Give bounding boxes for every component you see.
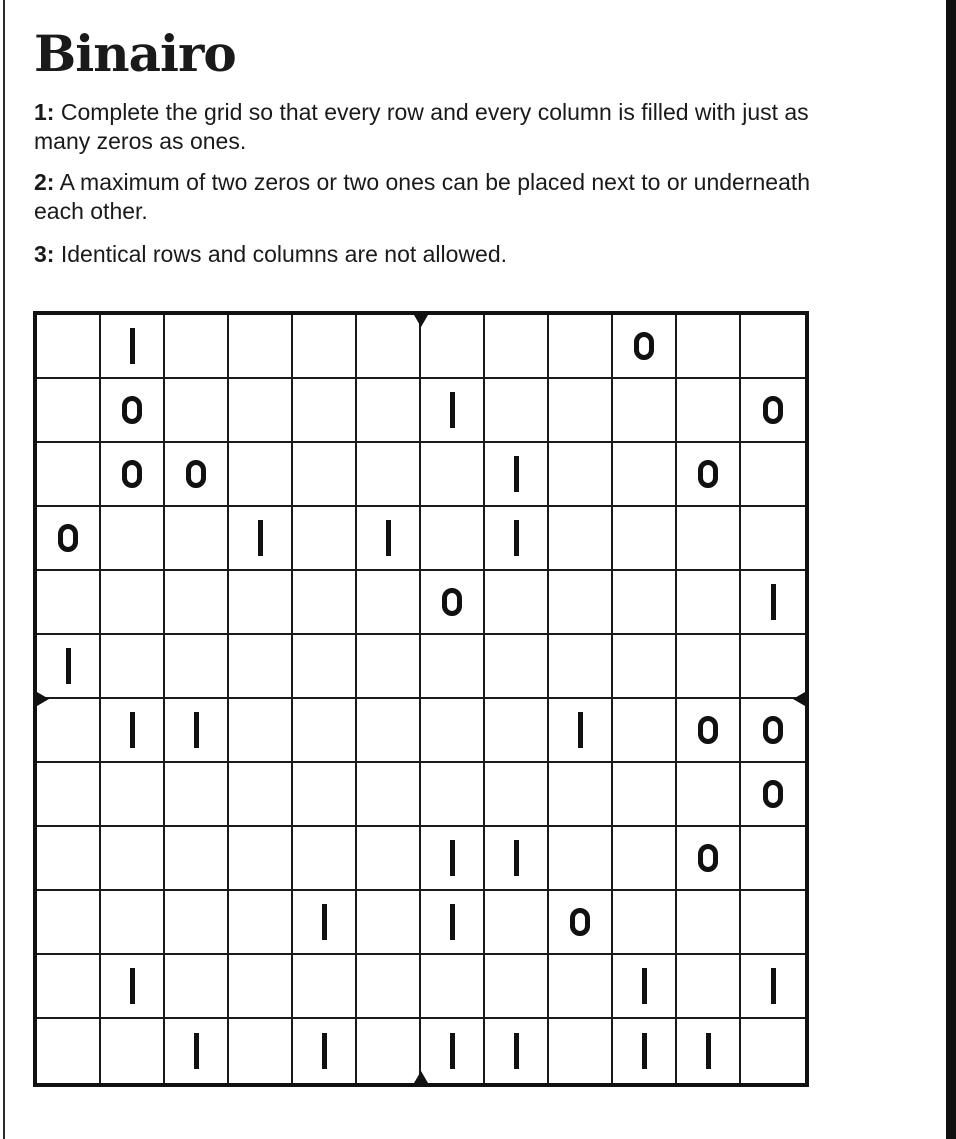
given-one-cell	[421, 827, 485, 891]
center-marker-top-icon	[414, 315, 428, 327]
given-one-cell	[421, 379, 485, 443]
empty-cell[interactable]	[741, 891, 805, 955]
given-one-cell	[37, 635, 101, 699]
empty-cell[interactable]	[357, 635, 421, 699]
empty-cell[interactable]	[613, 699, 677, 763]
empty-cell[interactable]	[549, 315, 613, 379]
empty-cell[interactable]	[229, 571, 293, 635]
empty-cell[interactable]	[229, 379, 293, 443]
given-zero-cell	[741, 379, 805, 443]
empty-cell[interactable]	[677, 763, 741, 827]
empty-cell[interactable]	[357, 571, 421, 635]
given-one-cell	[165, 1019, 229, 1083]
empty-cell[interactable]	[741, 507, 805, 571]
empty-cell[interactable]	[421, 315, 485, 379]
rule-2	[34, 168, 814, 226]
empty-cell[interactable]	[101, 635, 165, 699]
empty-cell[interactable]	[165, 315, 229, 379]
binairo-grid	[33, 311, 809, 1087]
given-one-cell	[485, 827, 549, 891]
empty-cell[interactable]	[421, 635, 485, 699]
empty-cell[interactable]	[613, 763, 677, 827]
empty-cell[interactable]	[549, 571, 613, 635]
given-one-cell	[741, 571, 805, 635]
given-one-cell	[165, 699, 229, 763]
empty-cell[interactable]	[229, 315, 293, 379]
rule-1	[34, 98, 814, 156]
given-zero-cell	[549, 891, 613, 955]
empty-cell[interactable]	[421, 699, 485, 763]
empty-cell[interactable]	[421, 507, 485, 571]
empty-cell[interactable]	[165, 571, 229, 635]
empty-cell[interactable]	[677, 955, 741, 1019]
empty-cell[interactable]	[677, 891, 741, 955]
empty-cell[interactable]	[229, 955, 293, 1019]
given-one-cell	[613, 1019, 677, 1083]
empty-cell[interactable]	[741, 827, 805, 891]
rule-3-text: Identical rows and columns are not allowed.	[54, 241, 508, 267]
empty-cell[interactable]	[421, 763, 485, 827]
given-one-cell	[101, 955, 165, 1019]
empty-cell[interactable]	[37, 699, 101, 763]
empty-cell[interactable]	[229, 891, 293, 955]
empty-cell[interactable]	[549, 1019, 613, 1083]
empty-cell[interactable]	[677, 315, 741, 379]
empty-cell[interactable]	[101, 507, 165, 571]
empty-cell[interactable]	[485, 635, 549, 699]
empty-cell[interactable]	[229, 1019, 293, 1083]
given-zero-cell	[741, 699, 805, 763]
given-one-cell	[485, 443, 549, 507]
empty-cell[interactable]	[293, 635, 357, 699]
empty-cell[interactable]	[613, 891, 677, 955]
rule-3	[34, 240, 814, 269]
empty-cell[interactable]	[549, 443, 613, 507]
empty-cell[interactable]	[101, 571, 165, 635]
given-one-cell	[421, 891, 485, 955]
empty-cell[interactable]	[485, 315, 549, 379]
empty-cell[interactable]	[357, 827, 421, 891]
empty-cell[interactable]	[229, 635, 293, 699]
empty-cell[interactable]	[37, 763, 101, 827]
empty-cell[interactable]	[421, 955, 485, 1019]
given-one-cell	[293, 891, 357, 955]
empty-cell[interactable]	[101, 891, 165, 955]
given-one-cell	[421, 1019, 485, 1083]
empty-cell[interactable]	[613, 379, 677, 443]
empty-cell[interactable]	[165, 635, 229, 699]
empty-cell[interactable]	[37, 315, 101, 379]
empty-cell[interactable]	[165, 891, 229, 955]
rule-1-number: 1:	[34, 99, 55, 125]
left-border-line	[3, 0, 5, 1139]
empty-cell[interactable]	[741, 635, 805, 699]
empty-cell[interactable]	[37, 955, 101, 1019]
empty-cell[interactable]	[229, 443, 293, 507]
center-marker-left-icon	[37, 692, 49, 706]
given-zero-cell	[37, 507, 101, 571]
given-one-cell	[549, 699, 613, 763]
given-zero-cell	[101, 443, 165, 507]
given-one-cell	[741, 955, 805, 1019]
empty-cell[interactable]	[357, 443, 421, 507]
empty-cell[interactable]	[101, 763, 165, 827]
empty-cell[interactable]	[37, 891, 101, 955]
empty-cell[interactable]	[101, 1019, 165, 1083]
given-zero-cell	[165, 443, 229, 507]
empty-cell[interactable]	[677, 635, 741, 699]
given-one-cell	[613, 955, 677, 1019]
empty-cell[interactable]	[549, 507, 613, 571]
empty-cell[interactable]	[357, 1019, 421, 1083]
empty-cell[interactable]	[293, 699, 357, 763]
empty-cell[interactable]	[357, 379, 421, 443]
rule-1-text: Complete the grid so that every row and every column is filled with just as many zeros as ones.	[34, 99, 809, 154]
empty-cell[interactable]	[229, 763, 293, 827]
empty-cell[interactable]	[101, 827, 165, 891]
given-one-cell	[485, 507, 549, 571]
empty-cell[interactable]	[229, 699, 293, 763]
empty-cell[interactable]	[37, 379, 101, 443]
empty-cell[interactable]	[293, 507, 357, 571]
empty-cell[interactable]	[613, 443, 677, 507]
given-one-cell	[485, 1019, 549, 1083]
empty-cell[interactable]	[485, 699, 549, 763]
right-edge-bar	[946, 0, 956, 1139]
empty-cell[interactable]	[485, 891, 549, 955]
center-marker-right-icon	[793, 692, 805, 706]
empty-cell[interactable]	[165, 827, 229, 891]
given-one-cell	[677, 1019, 741, 1083]
given-one-cell	[101, 699, 165, 763]
empty-cell[interactable]	[741, 315, 805, 379]
empty-cell[interactable]	[37, 571, 101, 635]
given-zero-cell	[677, 443, 741, 507]
empty-cell[interactable]	[293, 571, 357, 635]
empty-cell[interactable]	[293, 315, 357, 379]
empty-cell[interactable]	[229, 827, 293, 891]
empty-cell[interactable]	[613, 571, 677, 635]
given-zero-cell	[677, 827, 741, 891]
empty-cell[interactable]	[293, 443, 357, 507]
empty-cell[interactable]	[37, 443, 101, 507]
empty-cell[interactable]	[357, 763, 421, 827]
empty-cell[interactable]	[613, 827, 677, 891]
rule-2-text: A maximum of two zeros or two ones can be placed next to or underneath each other.	[34, 169, 811, 224]
rule-3-number: 3:	[34, 241, 55, 267]
empty-cell[interactable]	[613, 635, 677, 699]
empty-cell[interactable]	[165, 763, 229, 827]
empty-cell[interactable]	[613, 507, 677, 571]
empty-cell[interactable]	[549, 955, 613, 1019]
empty-cell[interactable]	[421, 443, 485, 507]
empty-cell[interactable]	[677, 571, 741, 635]
given-one-cell	[101, 315, 165, 379]
empty-cell[interactable]	[37, 827, 101, 891]
empty-cell[interactable]	[293, 955, 357, 1019]
empty-cell[interactable]	[165, 507, 229, 571]
empty-cell[interactable]	[293, 379, 357, 443]
empty-cell[interactable]	[357, 315, 421, 379]
empty-cell[interactable]	[165, 955, 229, 1019]
empty-cell[interactable]	[165, 379, 229, 443]
empty-cell[interactable]	[741, 1019, 805, 1083]
rule-2-number: 2:	[34, 169, 55, 195]
empty-cell[interactable]	[485, 379, 549, 443]
empty-cell[interactable]	[485, 955, 549, 1019]
given-one-cell	[293, 1019, 357, 1083]
empty-cell[interactable]	[293, 827, 357, 891]
empty-cell[interactable]	[357, 699, 421, 763]
given-one-cell	[229, 507, 293, 571]
empty-cell[interactable]	[293, 763, 357, 827]
center-marker-bottom-icon	[414, 1071, 428, 1083]
empty-cell[interactable]	[549, 827, 613, 891]
empty-cell[interactable]	[677, 507, 741, 571]
given-zero-cell	[613, 315, 677, 379]
puzzle-title: Binairo	[34, 24, 236, 83]
given-zero-cell	[421, 571, 485, 635]
given-zero-cell	[677, 699, 741, 763]
empty-cell[interactable]	[549, 379, 613, 443]
empty-cell[interactable]	[549, 763, 613, 827]
empty-cell[interactable]	[549, 635, 613, 699]
empty-cell[interactable]	[357, 891, 421, 955]
empty-cell[interactable]	[485, 571, 549, 635]
empty-cell[interactable]	[357, 955, 421, 1019]
empty-cell[interactable]	[485, 763, 549, 827]
given-zero-cell	[101, 379, 165, 443]
given-one-cell	[357, 507, 421, 571]
empty-cell[interactable]	[677, 379, 741, 443]
empty-cell[interactable]	[741, 443, 805, 507]
empty-cell[interactable]	[37, 1019, 101, 1083]
given-zero-cell	[741, 763, 805, 827]
